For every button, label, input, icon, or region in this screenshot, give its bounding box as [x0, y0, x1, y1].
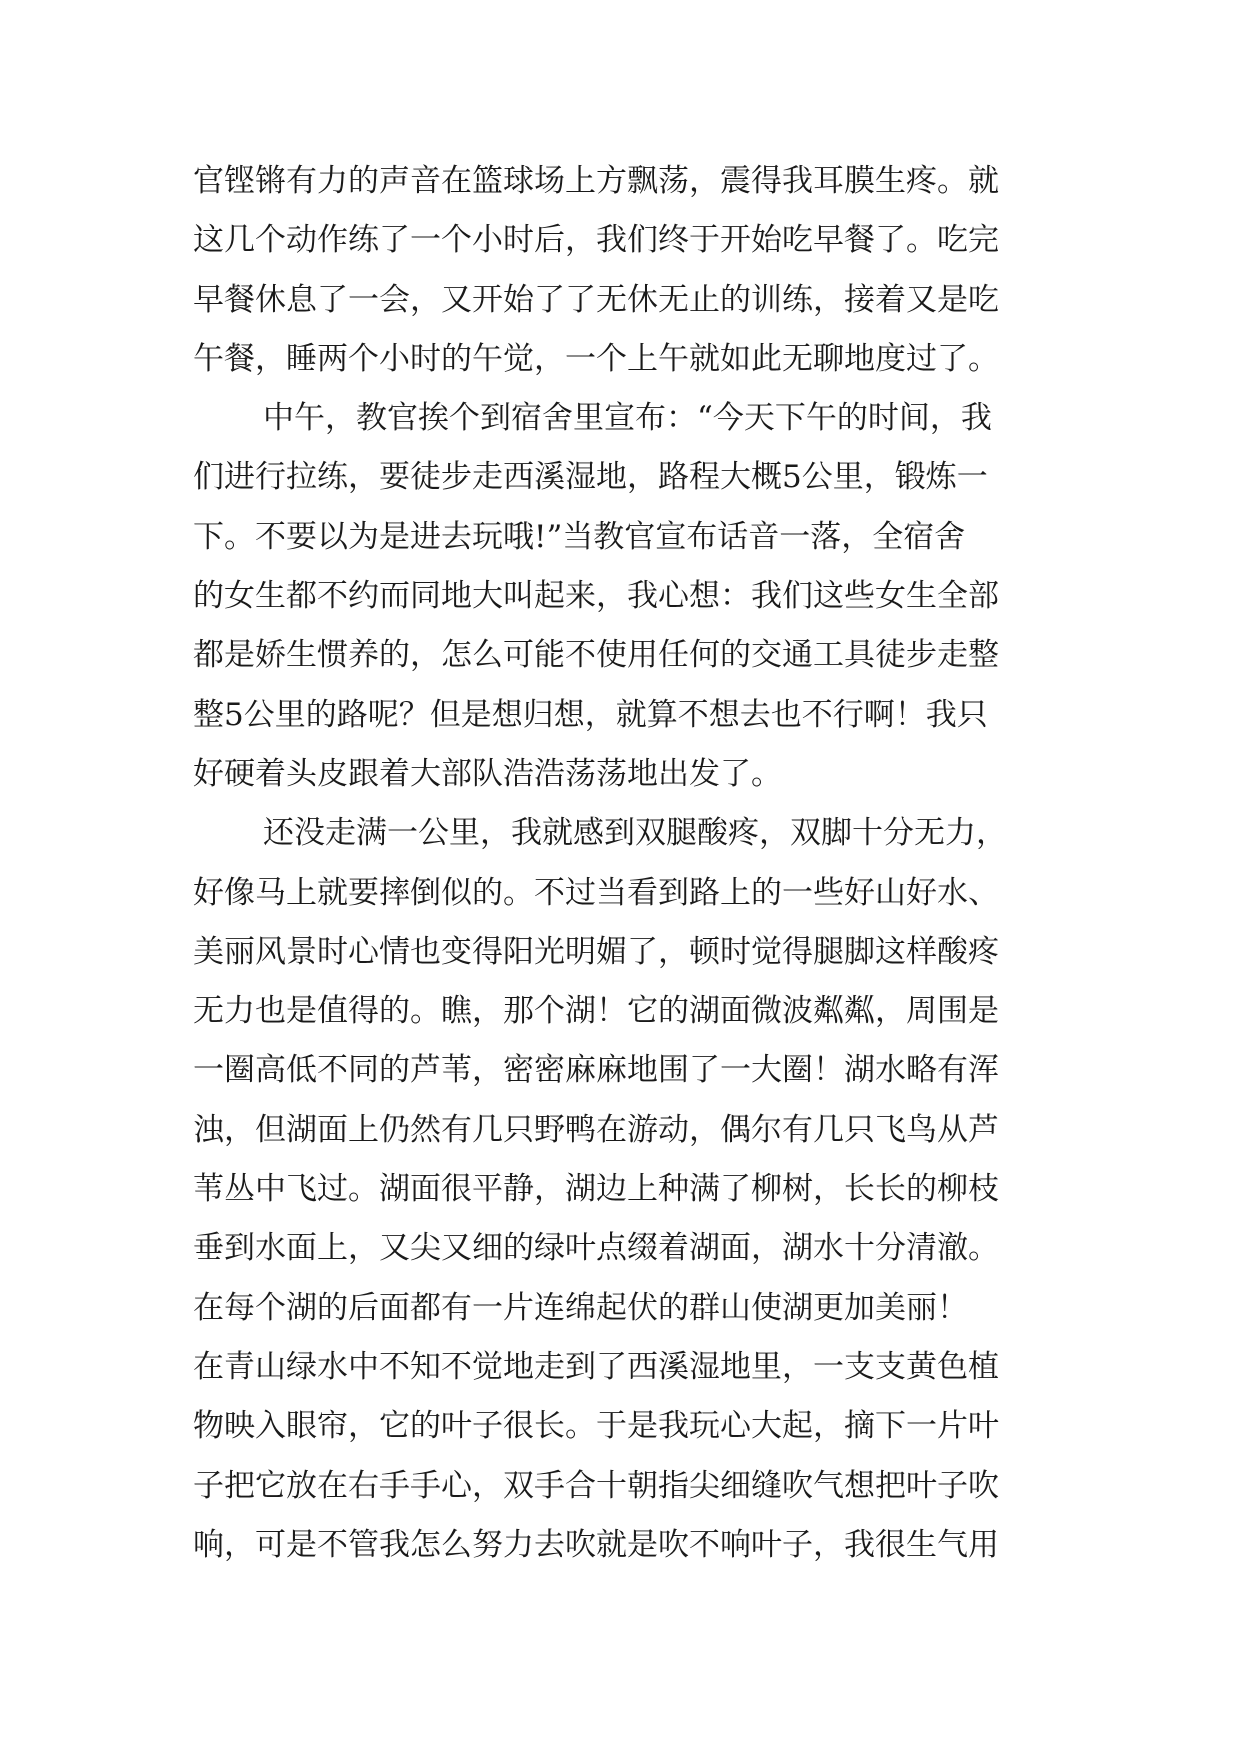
text-line: 这几个动作练了一个小时后，我们终于开始吃早餐了。吃完 — [193, 222, 999, 259]
body-text — [193, 152, 1053, 1575]
text-line: 一圈高低不同的芦苇，密密麻麻地围了一大圈！湖水略有浑 — [193, 1052, 999, 1089]
text-line: 浊，但湖面上仍然有几只野鸭在游动，偶尔有几只飞鸟从芦 — [193, 1111, 999, 1148]
text-line: 的女生都不约而同地大叫起来，我心想：我们这些女生全部 — [193, 578, 999, 615]
text-line: 们进行拉练，要徒步走西溪湿地，路程大概5公里，锻炼一 — [193, 459, 988, 496]
text-line: 官铿锵有力的声音在篮球场上方飘荡，震得我耳膜生疼。就 — [193, 163, 999, 199]
text-line: 无力也是值得的。瞧，那个湖！它的湖面微波粼粼，周围是 — [193, 993, 999, 1030]
text-line: 在每个湖的后面都有一片连绵起伏的群山使湖更加美丽！ — [193, 1289, 968, 1326]
paragraph-first-line: 中午，教官挨个到宿舍里宣布：“今天下午的时间，我 — [263, 400, 992, 437]
text-line: 响，可是不管我怎么努力去吹就是吹不响叶子，我很生气用 — [193, 1526, 999, 1563]
text-line: 都是娇生惯养的，怎么可能不使用任何的交通工具徒步走整 — [193, 637, 999, 674]
text-line: 子把它放在右手手心，双手合十朝指尖细缝吹气想把叶子吹 — [193, 1467, 999, 1504]
text-line: 早餐休息了一会，又开始了了无休无止的训练，接着又是吃 — [193, 281, 999, 318]
text-line: 下。不要以为是进去玩哦!”当教官宣布话音一落，全宿舍 — [193, 518, 966, 555]
text-line: 物映入眼帘，它的叶子很长。于是我玩心大起，摘下一片叶 — [193, 1408, 999, 1445]
text-line: 好硬着头皮跟着大部队浩浩荡荡地出发了。 — [193, 755, 782, 792]
text-line: 整5公里的路呢？但是想归想，就算不想去也不行啊！我只 — [193, 696, 988, 733]
text-line: 好像马上就要摔倒似的。不过当看到路上的一些好山好水、 — [193, 874, 999, 911]
text-line: 美丽风景时心情也变得阳光明媚了，顿时觉得腿脚这样酸疼 — [193, 933, 999, 970]
paragraph-first-line: 还没走满一公里，我就感到双腿酸疼，双脚十分无力， — [263, 815, 1007, 852]
text-line: 苇丛中飞过。湖面很平静，湖边上种满了柳树，长长的柳枝 — [193, 1171, 999, 1208]
text-line: 午餐，睡两个小时的午觉，一个上午就如此无聊地度过了。 — [193, 340, 999, 377]
text-line: 垂到水面上，又尖又细的绿叶点缀着湖面，湖水十分清澈。 — [193, 1230, 999, 1267]
text-line: 在青山绿水中不知不觉地走到了西溪湿地里，一支支黄色植 — [193, 1348, 999, 1385]
